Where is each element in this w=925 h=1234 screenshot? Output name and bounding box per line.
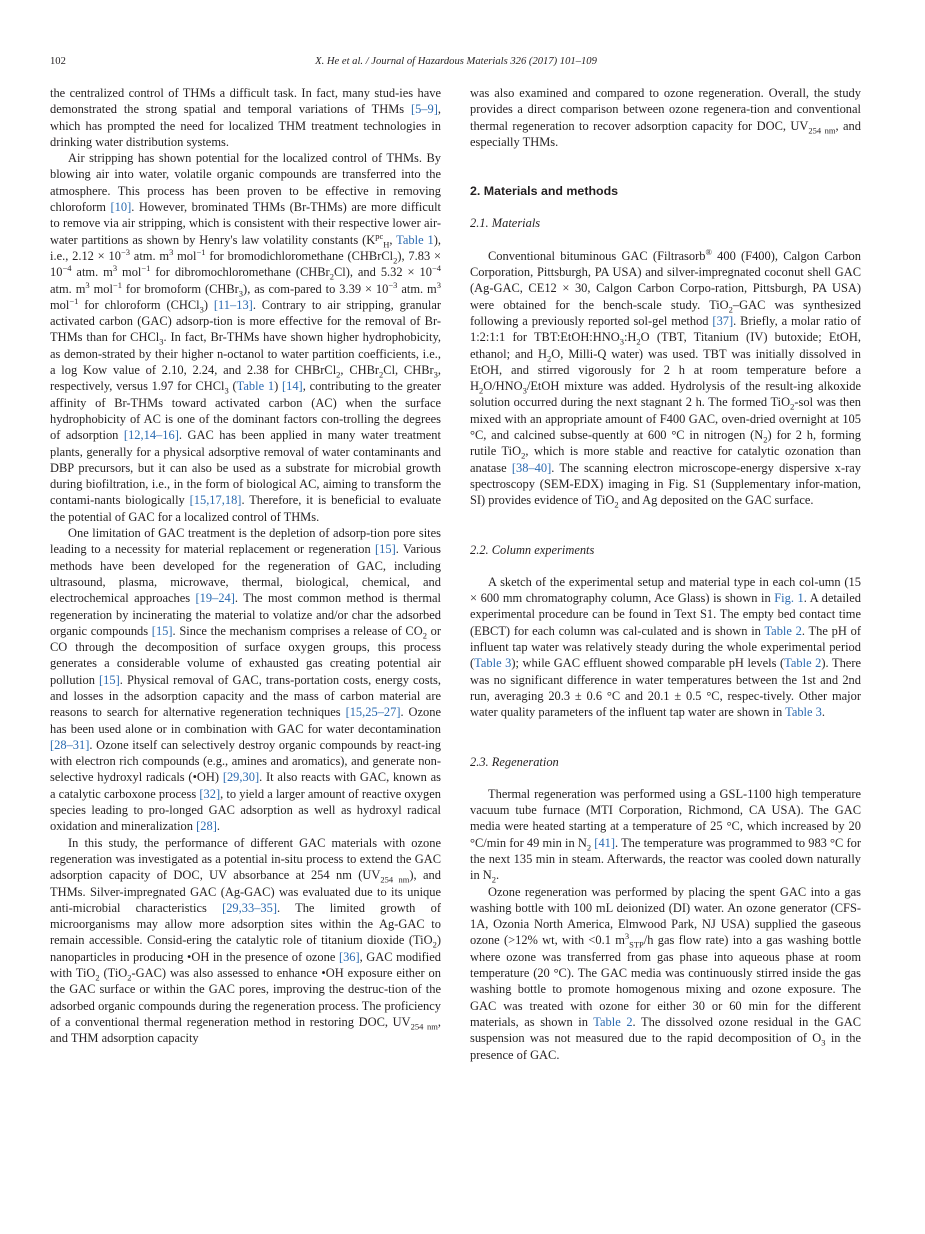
subsection-heading-regeneration: 2.3. Regeneration xyxy=(470,754,559,769)
citation-link[interactable]: [15,17,18] xyxy=(189,493,242,508)
paragraph-air-stripping: Air stripping has shown potential for the localized control of THMs. By blowing air into water, volatile organic compounds are transferred into the atmosphere. This process has been proven to be effective in removing chloroform [10]. However, brominated THMs (Br-THMs) are more difficult to remove via air stripping, which is consistent with their respective lower air-water partitions as shown by Henry's law volatility constants ($K^{pc}_H$, Table 1), i.e., $2.12 \times 10^{-3}$ atm. $m^3$ mol$^{-1}$ for bromodichloromethane (CHBrCl$_2$), $7.83 \times 10^{-4}$ atm. $m^3$ mol$^{-1}$ for dibromochloromethane (CHBr$_2$Cl), and $5.32 \times 10^{-4}$ atm. $m^3$ mol$^{-1}$ for bromoform (CHBr$_3$), as com-pared to $3.39 \times 10^{-3}$ atm. $m^3$ mol$^{-1}$ for chloroform (CHCl$_3$) [11–13]. Contrary to air stripping, granular activated carbon (GAC) adsorp-tion is more effective for the removal of Br-THMs than for CHCl$_3$. In fact, Br-THMs have shown higher hydrophobicity, as demon-strated by their higher n-octanol to water partition coefficients, i.e., a log Kow value of 2.10, 2.24, and 2.38 for CHBrCl$_2$, CHBr$_2$Cl, CHBr$_3$, respectively, versus 1.97 for CHCl$_3$ (Table 1) [14], contributing to the greater affinity of Br-THMs toward activated carbon (AC) when the surface hydrophobicity of AC is one of the dominant factors con-trolling the degrees of adsorption [12,14–16]. GAC has been applied in many water treatment plants, generally for a physical adsorptive removal of water contaminants and DBP precursors, but it can also be used as a substrate for microbial growth during biofiltration, i.e., in the form of biological AC, aiming to transform the contami-nants biologically [15,17,18]. Therefore, it is beneficial to evaluate the potential of GAC for a localized control of THMs. xyxy=(50,151,442,524)
section-heading-materials-methods: 2. Materials and methods xyxy=(470,184,619,199)
table-link[interactable]: Table 3 xyxy=(474,656,512,671)
paragraph-thermal-regeneration: Thermal regeneration was performed using a GSL-1100 high temperature vacuum tube furnace (MTI Corporation, Richmond, CA USA). The GAC media were heated starting at a temperature of 25 °C, which increased by 20 °C/min for 49 min in $N_2$ [41]. The temperature was programmed to 983 °C for the next 135 min in steam. Afterwards, the reactor was cooled down naturally in $N_2$. xyxy=(470,786,861,885)
paragraph-this-study: In this study, the performance of different GAC materials with ozone regeneration was investigated as a potential in-situ process to extend the GAC adsorption capacity of DOC, UV absorbance at 254 nm $(UV_{254 nm})$, and THMs. Silver-impregnated GAC (Ag-GAC) was evaluated due to its unique anti-microbial characteristics [29,33–35]. The limited growth of microorganisms may allow more adsorption sites within the Ag-GAC to remain accessible. Consid-ering the catalytic role of titanium dioxide (TiO$_2$) nanoparticles in producing •OH in the presence of ozone [36], GAC modified with TiO$_2$ (TiO$_2$-GAC) was also assessed to enhance •OH exposure either on the GAC surface or within the GAC pores, improving the destruc-tion of the adsorbed organic compounds during the regeneration process. The proficiency of a conventional thermal regeneration method in restoring DOC, $UV_{254 nm}$, and THM adsorption capacity xyxy=(50,835,442,1046)
figure-link[interactable]: Fig. 1 xyxy=(774,591,804,606)
left-column xyxy=(50,85,441,1047)
page-header xyxy=(50,56,862,70)
paragraph-materials: Conventional bituminous GAC (Filtrasorb® 400 (F400), Calgon Carbon Corporation, Pittsburgh, PA USA) and silver-impregnated coconut shell GAC (Ag-GAC, CE12 × 30, Calgon Carbon Corpo-ration, Pittsburgh, PA USA) were obtained for the bench-scale study. TiO$_2$–GAC was synthesized following a previously reported sol-gel method [37]. Briefly, a molar ratio of 1:2:1:1 for $TBT:EtOH:HNO_3:H_2O$ (TBT, Titanium (IV) butoxide; EtOH, ethanol; and $H_2O$, Milli-Q water) was used. TBT was initially dissolved in EtOH, and stirred vigorously for 2 h at room temperature before a $H_2O/HNO_3$/EtOH mixture was added. Hydrolysis of the result-ing alkoxide solution occurred during the next stagnant 2 h. The formed TiO$_2$-sol was then mixed with an appropriate amount of F400 GAC, oven-dried overnight at 105 °C, and calcined subse-quently at 600 °C in nitrogen $(N_2)$ for 2 h, forming rutile TiO$_2$, which is more stable and reactive for catalytic ozonation than anatase [38–40]. The scanning electron microscope-energy dispersive x-ray spectroscopy (SEM-EDX) imaging in Fig. S1 (Supplementary infor-mation, SI) provides evidence of TiO$_2$ and Ag deposited on the GAC surface. xyxy=(470,246,862,510)
citation-link[interactable]: [28–31] xyxy=(50,737,90,752)
citation-link[interactable]: [10] xyxy=(110,200,132,215)
subsection-heading-column-experiments: 2.2. Column experiments xyxy=(470,542,595,557)
citation-link[interactable]: [15] xyxy=(151,623,173,638)
citation-link[interactable]: [38–40] xyxy=(511,460,552,475)
paragraph-column-experiments: A sketch of the experimental setup and material type in each col-umn (15 × 600 mm chromatography column, Ace Glass) is shown in Fig. 1. A detailed experimental procedure can be found in Text S1. The empty bed contact time (EBCT) for each column was cal-culated and is shown in Table 2. The pH of influent tap water was relatively steady during the whole experimental period (Table 3); while GAC effluent showed comparable pH levels (Table 2). There was no significant difference in water temperatures between the 1st and 2nd run, averaging 20.3 ± 0.6 °C and 20.1 ± 0.5 °C, respec-tively. Other major water quality parameters of the influent tap water are shown in Table 3. xyxy=(470,574,861,720)
table-link[interactable]: Table 2 xyxy=(764,623,802,638)
citation-link[interactable]: [29,33–35] xyxy=(222,900,277,915)
paragraph-gac-limitation: One limitation of GAC treatment is the depletion of adsorp-tion pore sites leading to a necessity for material replacement or regeneration [15]. Various methods have been developed for the regeneration of GAC, including ultrasound, plasma, microwave, thermal, biological, chemical, and electrochemical approaches [19–24]. The most common method is thermal regeneration by incinerating the material to volatize and/or char the adsorbed organic compounds [15]. Since the mechanism comprises a release of $CO_2$ or CO through the decomposition of surface oxygen groups, this process generates a considerable volume of exhausted gas creating potential air pollution [15]. Physical removal of GAC, trans-portation costs, energy costs, and losses in the adsorption capacity and the mass of carbon material are reasons to search for alternative regeneration techniques [15,25–27]. Ozone has been used alone or in combination with GAC for water decontamination [28–31]. Ozone itself can selectively destroy organic compounds by react-ing with electron rich compounds (e.g., amines and aromatics), and generate non-selective hydroxyl radicals (•OH) [29,30]. It also reacts with GAC, known as a catalytic carboxone process [32], to yield a larger amount of reactive oxygen species leading to pro-longed GAC adsorption as well as hydroxyl radical oxidation and mineralization [28]. xyxy=(50,526,441,834)
citation-link[interactable]: [19–24] xyxy=(195,591,235,606)
citation-link[interactable]: [12,14–16] xyxy=(123,428,179,443)
paragraph-intro-continued: the centralized control of THMs a difficult task. In fact, many stud-ies have demonstrated the strong spatial and temporal variations of THMs [5–9], which has prompted the need for localized THM treatment technologies in drinking water distribution systems. xyxy=(50,86,441,149)
right-column xyxy=(470,85,861,1063)
table-link[interactable]: Table 1 xyxy=(236,379,275,394)
citation-link[interactable]: [15] xyxy=(99,672,120,687)
table-link[interactable]: Table 1 xyxy=(396,232,434,247)
citation-link[interactable]: [14] xyxy=(281,379,303,394)
citation-link[interactable]: [41] xyxy=(594,835,616,850)
paragraph-ozone-regeneration: Ozone regeneration was performed by placing the spent GAC into a gas washing bottle with 100 mL deionized (DI) water. An ozone generator (CFS-1A, Ozonia North America, Elmwood Park, NJ USA) supplied the gaseous ozone (>12% wt, with <0.1 $m^3_{STP}/h$ gas flow rate) into a gas washing bottle where ozone was transferred from gas phase into aqueous phase at room temperature (20 °C). The GAC media was continuously stirred inside the gas washing bottle to promote homogenous mixing and ozone exposure. The GAC was treated with ozone for either 30 or 60 min for the different materials, as shown in Table 2. The dissolved ozone residual in the GAC suspension was not measured due to the rapid decomposition of $O_3$ in the presence of GAC. xyxy=(470,884,861,1062)
citation-link[interactable]: [28] xyxy=(196,819,217,834)
citation-link[interactable]: [11–13] xyxy=(213,297,253,312)
citation-link[interactable]: [15] xyxy=(375,542,396,557)
citation-link[interactable]: [32] xyxy=(199,786,221,801)
paragraph-intro-end: was also examined and compared to ozone regeneration. Overall, the study provides a direct comparison between ozone regenera-tion and conventional thermal regeneration to recover adsorption capacity for DOC, $UV_{254 nm}$, and especially THMs. xyxy=(470,86,861,149)
journal-citation: X. He et al. / Journal of Hazardous Materials 326 (2017) 101–109 xyxy=(315,56,597,67)
citation-link[interactable]: [29,30] xyxy=(222,770,260,785)
citation-link[interactable]: [36] xyxy=(338,949,360,964)
table-link[interactable]: Table 2 xyxy=(784,656,822,671)
table-link[interactable]: Table 3 xyxy=(785,705,822,720)
citation-link[interactable]: [37] xyxy=(712,313,734,328)
citation-link[interactable]: [15,25–27] xyxy=(345,705,401,720)
citation-link[interactable]: [5–9] xyxy=(410,102,438,117)
table-link[interactable]: Table 2 xyxy=(593,1014,633,1029)
page-number: 102 xyxy=(50,56,66,67)
subsection-heading-materials: 2.1. Materials xyxy=(470,216,541,231)
